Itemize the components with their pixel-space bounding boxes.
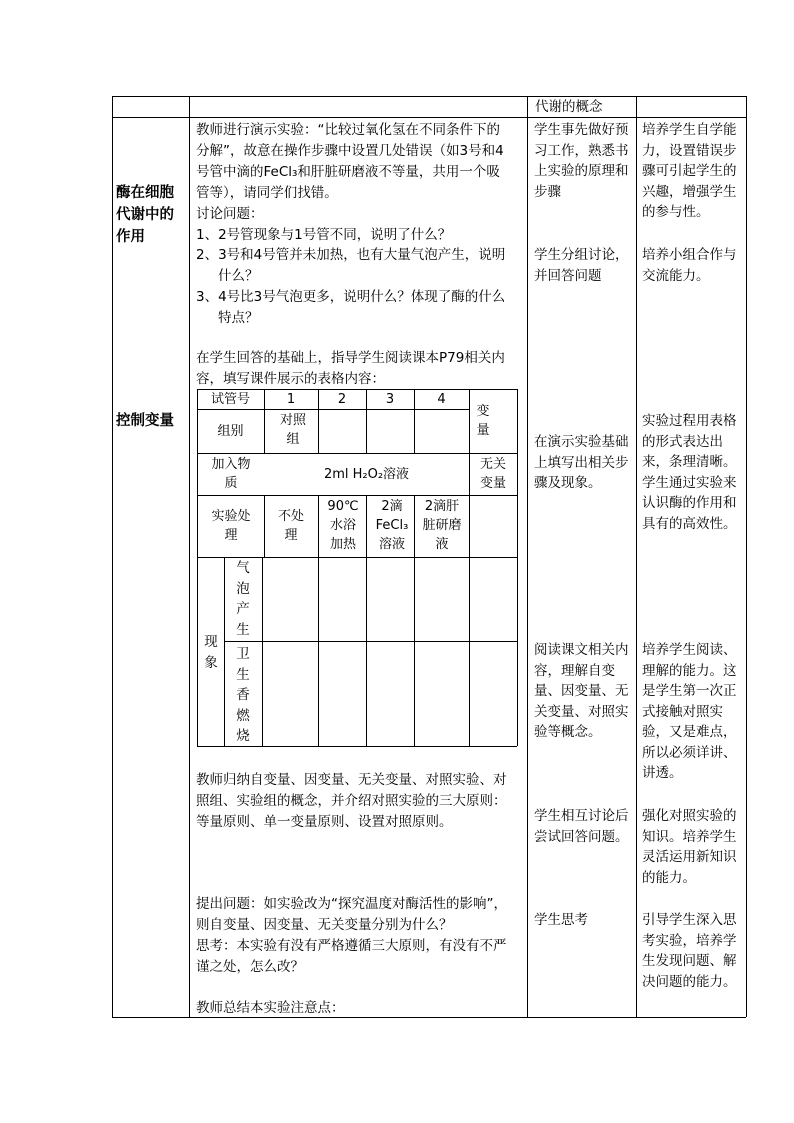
teacher-demo-line: 分解”，故意在操作步骤中设置几处错误（如3号和4 bbox=[196, 143, 504, 159]
treatment-tube-2: 90℃水浴加热 bbox=[327, 499, 359, 552]
discussion-question-3: 3、4号比3号气泡更多，说明什么？体现了酶的什么 bbox=[196, 289, 506, 305]
control-group-cell: 对照组 bbox=[279, 413, 306, 447]
discussion-question-3-cont: 特点？ bbox=[218, 310, 259, 326]
teacher-question-line: 思考：本实验有没有严格遵循三大原则，有没有不严 bbox=[196, 938, 507, 954]
additive-value: 2ml H₂O₂溶液 bbox=[323, 467, 410, 482]
purpose-1: 培养学生自学能力，设置错误步骤可引起学生的兴趣，增强学生的参与性。 bbox=[642, 122, 737, 220]
table-col-line bbox=[189, 96, 190, 1017]
additive-label: 加入物质 bbox=[211, 457, 251, 491]
student-activity-6: 学生思考 bbox=[534, 912, 588, 928]
inner-table-line bbox=[469, 389, 470, 746]
table-col-line bbox=[112, 96, 113, 1017]
teacher-question-line: 提出问题：如实验改为“探究温度对酶活性的影响”， bbox=[196, 896, 507, 912]
table-col-line bbox=[746, 96, 747, 1017]
inner-table-line bbox=[224, 557, 225, 746]
header-concept-cell: 代谢的概念 bbox=[535, 99, 603, 115]
treatment-label: 实验处理 bbox=[211, 509, 251, 543]
phenomenon-label: 现象 bbox=[204, 634, 218, 671]
discussion-label: 讨论问题： bbox=[196, 206, 264, 222]
header-variable: 变量 bbox=[476, 404, 490, 438]
header-tube-2: 2 bbox=[337, 392, 347, 407]
irrelevant-variable: 无关变量 bbox=[479, 457, 506, 491]
teacher-summary-line: 照组、实验组的概念，并介绍对照实验的三大原则： bbox=[196, 793, 507, 809]
inner-table-line bbox=[262, 557, 263, 746]
guide-reading-line: 容，填写课件展示的表格内容： bbox=[196, 371, 385, 387]
teacher-question-line: 则自变量、因变量、无关变量分别为什么？ bbox=[196, 917, 453, 933]
treatment-tube-4: 2滴肝脏研磨液 bbox=[422, 499, 462, 552]
student-activity-5: 学生相互讨论后尝试回答问题。 bbox=[534, 808, 629, 845]
teacher-summary-line: 教师归纳自变量、因变量、无关变量、对照实验、对 bbox=[196, 772, 507, 788]
header-tube-3: 3 bbox=[385, 392, 395, 407]
purpose-3: 实验过程用表格的形式表达出来，条理清晰。学生通过实验来认识酶的作用和具有的高效性。 bbox=[642, 413, 737, 532]
table-col-line bbox=[636, 96, 637, 1017]
guide-reading-line: 在学生回答的基础上，指导学生阅读课本P79相关内 bbox=[196, 350, 505, 366]
section-title-control-variables: 控制变量 bbox=[116, 413, 174, 429]
purpose-4: 培养学生阅读、理解的能力。这是学生第一次正式接触对照实验，又是难点，所以必须详讲、讲透。 bbox=[642, 642, 737, 781]
discussion-question-2: 2、3号和4号管并未加热，也有大量气泡产生，说明 bbox=[196, 247, 506, 263]
bubble-label: 气泡产生 bbox=[236, 560, 250, 638]
treatment-tube-1: 不处理 bbox=[277, 509, 304, 543]
purpose-5: 强化对照实验的知识。培养学生灵活运用新知识的能力。 bbox=[642, 808, 737, 886]
inner-table-line bbox=[264, 495, 265, 557]
purpose-6: 引导学生深入思考实验，培养学生发现问题、解决问题的能力。 bbox=[642, 912, 737, 990]
table-row-divider bbox=[112, 117, 746, 118]
student-activity-2: 学生分组讨论，并回答问题 bbox=[534, 247, 629, 284]
discussion-question-1: 1、2号管现象与1号管不同，说明了什么？ bbox=[196, 227, 452, 243]
teacher-question-line: 谨之处，怎么改？ bbox=[196, 959, 304, 975]
header-tube-1: 1 bbox=[286, 392, 296, 407]
teacher-final-note: 教师总结本实验注意点： bbox=[196, 1000, 345, 1016]
inner-table-line bbox=[414, 495, 415, 746]
inner-table-line bbox=[224, 641, 517, 642]
section-title-enzyme-role: 酶在细胞代谢中的作用 bbox=[116, 185, 174, 245]
inner-table-line bbox=[197, 409, 469, 410]
table-border-top bbox=[112, 96, 746, 97]
table-col-line bbox=[527, 96, 528, 1017]
group-label: 组别 bbox=[217, 424, 244, 439]
teacher-demo-line: 号管中滴的FeCl₃和肝脏研磨液不等量，共用一个吸 bbox=[196, 164, 500, 180]
teacher-summary-line: 等量原则、单一变量原则、设置对照原则。 bbox=[196, 814, 453, 830]
student-activity-3: 在演示实验基础上填写出相关步骤及现象。 bbox=[534, 434, 629, 491]
inner-table-line bbox=[318, 495, 319, 746]
student-activity-1: 学生事先做好预习工作，熟悉书上实验的原理和步骤 bbox=[534, 122, 629, 200]
inner-table-line bbox=[197, 389, 198, 746]
inner-table-line bbox=[366, 495, 367, 746]
incense-label: 卫生香燃烧 bbox=[236, 646, 250, 744]
student-activity-4: 阅读课文相关内容，理解自变量、因变量、无关变量、对照实验等概念。 bbox=[534, 642, 629, 740]
teacher-demo-line: 管等），请同学们找错。 bbox=[196, 185, 338, 201]
teacher-demo-line: 教师进行演示实验：“比较过氧化氢在不同条件下的 bbox=[196, 122, 500, 138]
purpose-2: 培养小组合作与交流能力。 bbox=[642, 247, 737, 284]
header-tube-4: 4 bbox=[437, 392, 446, 407]
header-tube-number: 试管号 bbox=[210, 392, 250, 407]
inner-table-line bbox=[517, 389, 518, 746]
treatment-tube-3: 2滴FeCl₃溶液 bbox=[375, 499, 409, 552]
discussion-question-2-cont: 什么？ bbox=[218, 268, 259, 284]
